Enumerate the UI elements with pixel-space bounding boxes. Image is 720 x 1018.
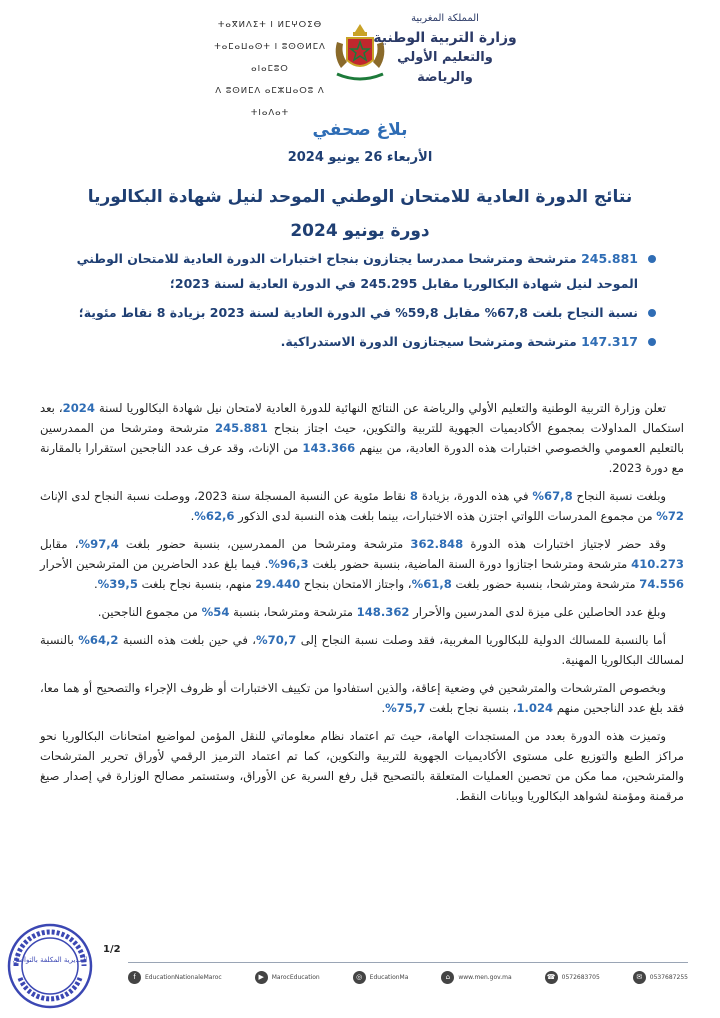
footer-bar [128,962,688,991]
highlight-item: 245.881 مترشحة ومترشحا ممدرسا يجتازون بنجاح اختبارات الدورة العادية للامتحان الوطني الموحد لنيل شهادة البكالوريا مقابل 245.295 في الدورة العادية لسنة 2023؛ [60,246,660,296]
release-body [40,398,684,814]
youtube-icon: ▶ [255,971,268,984]
official-stamp-icon [6,922,94,1010]
facebook-icon: f [128,971,141,984]
footer-facebook[interactable]: f EducationNationaleMaroc [128,971,222,984]
tifinagh-line-3: ⴷ ⵓⵙⵍⵎⴷ ⴰⵎⵣⵡⴰⵔⵓ ⴷ ⵜⵏⴰⴷⴰⵜ [215,86,325,118]
phone-icon: ☎ [545,971,558,984]
ministry-header [370,10,520,88]
paragraph: وبلغ عدد الحاصلين على ميزة لدى المدرسين والأحرار 148.362 مترشحة ومترشحا، بنسبة 54% من مجموع الناجحين. [97,605,666,619]
ministry-line-2: والتعليم الأولي والرياضة [397,50,493,85]
fax-icon: ✉ [633,971,646,984]
paragraph: وقد حضر لاجتياز اختبارات هذه الدورة 362.848 مترشحة ومترشحا من الممدرسين، بنسبة حضور بلغت 97,4%، مقابل 410.273 مترشحة ومترشحا اجتازوا دورة السنة الماضية، بنسبة حضور بلغت 96,3%. فيما بلغ عدد الحاضرين من المترشحين الأحرار 74.556 مترشحة ومترشحا، بنسبة حضور بلغت 61,8%، واجتاز الامتحان بنجاح 29.440 منهم، بنسبة نجاح بلغت 39,5%. [40,537,684,591]
globe-icon: ⌂ [441,971,454,984]
page-number: 1/2 [103,944,121,955]
footer-phone: ☎ 0572683705 [545,971,600,984]
ministry-line-1: وزارة التربية الوطنية [373,30,517,46]
kingdom-label: المملكة المغربية [411,13,479,24]
footer-youtube[interactable]: ▶ MarocEducation [255,971,320,984]
highlight-item: نسبة النجاح بلغت 67,8% مقابل 59,8% في الدورة العادية لسنة 2023 بزيادة 8 نقاط مئوية؛ [60,300,660,325]
instagram-icon: ◎ [353,971,366,984]
title-line-2: دورة يونيو 2024 [290,221,430,241]
press-release-label: بلاغ صحفي [312,120,408,140]
highlight-item: 147.317 مترشحة ومترشحا سيجتازون الدورة الاستدراكية. [60,329,660,354]
footer-instagram[interactable]: ◎ EducationMa [353,971,409,984]
paragraph: أما بالنسبة للمسالك الدولية للبكالوريا المغربية، فقد وصلت نسبة النجاح إلى 70,7%، في حين بلغت هذه النسبة 64,2% بالنسبة لمسالك البكالوريا المهنية. [40,633,684,667]
tifinagh-line-2: ⵜⴰⵎⴰⵡⴰⵙⵜ ⵏ ⵓⵙⵙⵍⵎⴷ ⴰⵏⴰⵎⵓⵔ [214,42,326,74]
tifinagh-line-1: ⵜⴰⴳⵍⴷⵉⵜ ⵏ ⵍⵎⵖⵔⵉⴱ [217,20,323,30]
tifinagh-header [205,14,335,124]
page-title [80,180,640,248]
highlights-list [60,246,660,358]
paragraph: تعلن وزارة التربية الوطنية والتعليم الأولي والرياضة عن النتائج النهائية للدورة العادية لامتحان نيل شهادة البكالوريا لسنة 2024، بعد استكمال المداولات بمجموع الأكاديميات الجهوية للتربية والتكوين، حيث اجتاز بنجاح 245.881 مترشحة ومترشحا من الممدرسين بالتعليم العمومي والخصوصي اختبارات هذه الدورة العادية، من بينهم 143.366 من الإناث، وقد عرف عدد الناجحين استقرارا بالمقارنة مع دورة 2023. [40,401,684,475]
paragraph: وبخصوص المترشحات والمترشحين في وضعية إعاقة، والذين استفادوا من تكييف الاختبارات أو ظروف الإجراء والتصحيح أو هما معا، فقد بلغ عدد الناجحين منهم 1.024، بنسبة نجاح بلغت 75,7%. [40,681,684,715]
footer-fax: ✉ 0537687255 [633,971,688,984]
release-date: الأربعاء 26 يونيو 2024 [287,150,433,165]
stamp-text: المديرية المكلفة بالتواصل [12,956,88,964]
paragraph: وبلغت نسبة النجاح 67,8% في هذه الدورة، بزيادة 8 نقاط مئوية عن النسبة المسجلة سنة 2023، ووصلت نسبة النجاح لدى الإناث 72% من مجموع المدرسات اللواتي اجتزن هذه الاختبارات، بينما بلغت هذه النسبة لدى الذكور 62,6%. [40,489,684,523]
footer-website[interactable]: ⌂ www.men.gov.ma [441,971,511,984]
title-line-1: نتائج الدورة العادية للامتحان الوطني الموحد لنيل شهادة البكالوريا [87,187,633,207]
paragraph: وتميزت هذه الدورة بعدد من المستجدات الهامة، حيث تم اعتماد نظام معلوماتي للنقل المؤمن لمواضيع امتحانات البكالوريا نحو مراكز الطبع والتوزيع على مستوى الأكاديميات الجهوية للتربية والتكوين، كما تم اعتماد الترميز الرقمي لأوراق تحرير المترشحات والمترشحين، مما مكن من تحصين العمليات المتعلقة بالتصحيح قبل رفع السرية عن الأوراق، وستستمر مصالح الوزارة في إصدار صيغ مرقمنة ومؤمنة لشواهد البكالوريا وبيانات النقط. [40,729,684,803]
